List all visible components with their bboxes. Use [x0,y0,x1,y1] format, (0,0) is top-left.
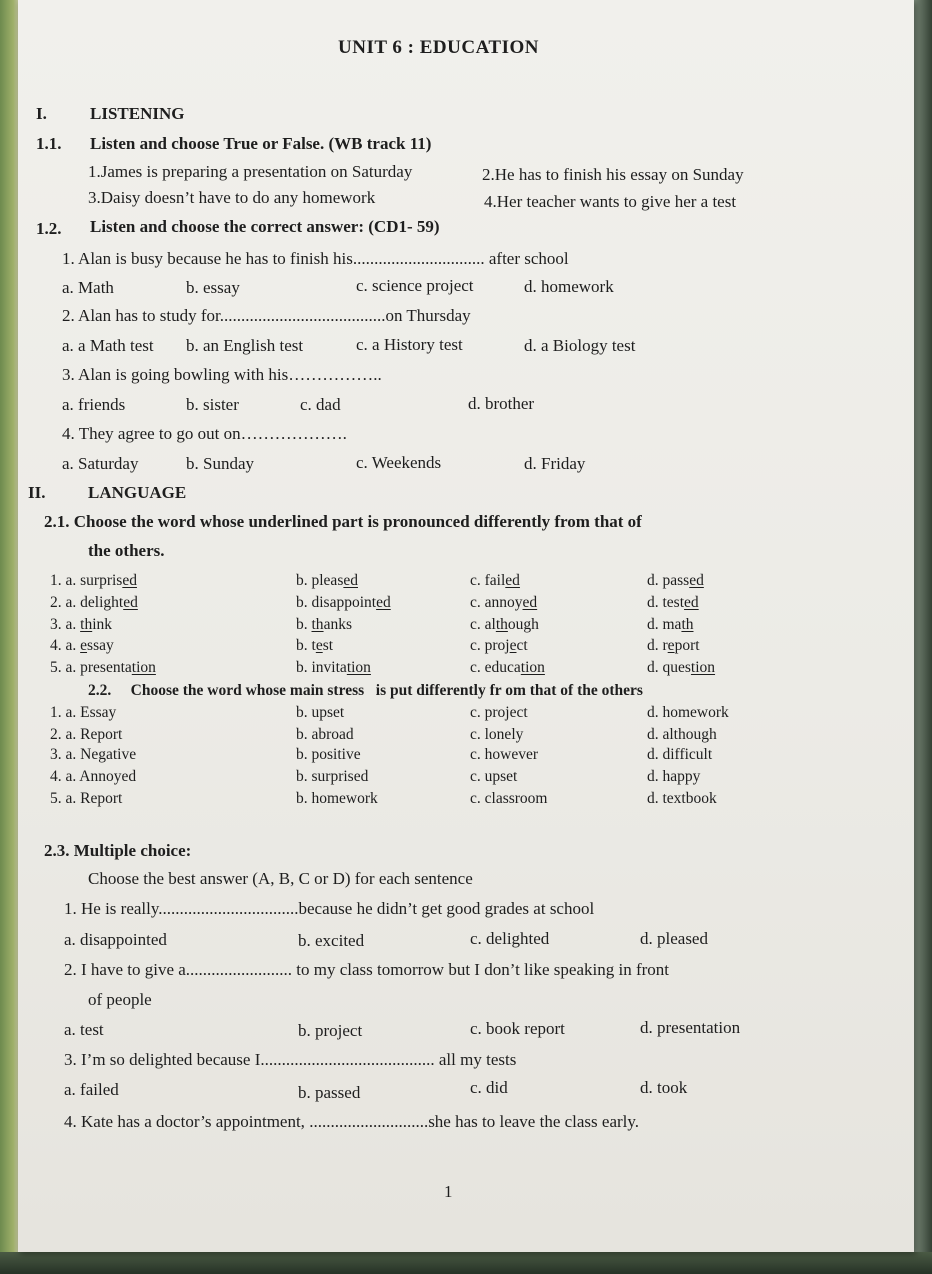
option: a. Saturday [62,454,139,473]
pron-option: 3. a. think [50,616,113,633]
stress-option: 4. a. Annoyed [50,768,137,785]
pron-option: b. pleased [296,572,358,589]
option: d. brother [468,394,535,413]
option: d. homework [524,277,614,296]
p23-heading: 2.3. Multiple choice: [44,841,192,860]
listen-question-1: 1. Alan is busy because he has to finish his............................... after school [62,249,569,268]
listen-question-3: 3. Alan is going bowling with his…………….. [62,365,382,384]
pron-option: 1. a. surprised [50,572,137,589]
stress-option: d. homework [647,704,729,721]
option: d. took [640,1078,688,1097]
stress-option: c. upset [470,768,518,785]
p11-instruction: Listen and choose True or False. (WB track 11) [90,134,432,153]
option: b. an English test [186,336,304,355]
pron-option: c. education [470,659,545,676]
pron-option: d. question [647,659,716,676]
tf-statement-3: 3.Daisy doesn’t have to do any homework [88,188,376,207]
stress-option: b. homework [296,790,378,807]
mc-question-2: 2. I have to give a......................... to my class tomorrow but I don’t like speaking in front [64,960,669,979]
section1-number: I. [36,104,47,123]
stress-option: 5. a. Report [50,790,123,807]
pron-option: d. math [647,616,694,633]
option: d. pleased [640,929,708,948]
pron-option: d. report [647,637,700,654]
pron-option: d. tested [647,594,699,611]
option: b. Sunday [186,454,254,473]
stress-option: d. happy [647,768,701,785]
stress-option: 2. a. Report [50,726,123,743]
option: a. Math [62,278,114,297]
p12-number: 1.2. [36,219,62,238]
option: b. sister [186,395,239,414]
stress-option: d. difficult [647,746,713,763]
option: a. failed [64,1080,119,1099]
option: c. dad [300,395,341,414]
p21-instruction: 2.1. Choose the word whose underlined part is pronounced differently from that of [44,512,642,531]
stress-option: c. lonely [470,726,524,743]
option: d. Friday [524,454,586,473]
option: b. essay [186,278,240,297]
section1-heading: LISTENING [90,104,185,123]
pron-option: c. project [470,637,528,654]
pron-option: b. test [296,637,334,654]
pron-option: 2. a. delighted [50,594,138,611]
option: b. project [298,1021,363,1040]
option: a. a Math test [62,336,154,355]
pron-option: c. annoyed [470,594,538,611]
option: c. Weekends [356,453,442,472]
option: b. excited [298,931,365,950]
worksheet-page [18,0,914,1252]
p11-number: 1.1. [36,134,62,153]
stress-option: d. textbook [647,790,717,807]
option: c. did [470,1078,508,1097]
p23-instruction: Choose the best answer (A, B, C or D) for each sentence [88,869,473,888]
pron-option: 5. a. presentation [50,659,156,676]
pron-option: c. failed [470,572,520,589]
option: b. passed [298,1083,361,1102]
pron-option: d. passed [647,572,704,589]
p21-instruction-cont: the others. [88,541,165,560]
page-title: UNIT 6 : EDUCATION [338,37,539,58]
tf-statement-4: 4.Her teacher wants to give her a test [484,192,737,211]
mc-question-1: 1. He is really.................................because he didn’t get good grades at school [64,899,595,918]
option: c. delighted [470,929,550,948]
pron-option: b. invitation [296,659,371,676]
stress-option: c. however [470,746,538,763]
p22-instruction: 2.2. Choose the word whose main stress is put differently fr om that of the others [88,682,643,699]
pron-option: c. although [470,616,539,633]
mc-question-3: 3. I’m so delighted because I......................................... all my tests [64,1050,517,1069]
listen-question-4: 4. They agree to go out on………………. [62,424,347,443]
page-number: 1 [444,1182,453,1201]
stress-option: c. project [470,704,528,721]
stress-option: c. classroom [470,790,548,807]
mc-question-4: 4. Kate has a doctor’s appointment, ............................she has to leave the class early. [64,1112,640,1131]
option: a. friends [62,395,126,414]
stress-option: 3. a. Negative [50,746,137,763]
option: d. presentation [640,1018,741,1037]
pron-option: b. disappointed [296,594,391,611]
tf-statement-2: 2.He has to finish his essay on Sunday [482,165,744,184]
p12-instruction: Listen and choose the correct answer: (CD1- 59) [90,217,440,236]
pron-option: b. thanks [296,616,352,633]
stress-option: b. upset [296,704,345,721]
stress-option: d. although [647,726,717,743]
table-edge-right [914,0,932,1274]
tf-statement-1: 1.James is preparing a presentation on Saturday [88,162,413,181]
listen-question-2: 2. Alan has to study for.......................................on Thursday [62,306,471,325]
option: c. book report [470,1019,565,1038]
option: a. test [64,1020,104,1039]
pron-option: 4. a. essay [50,637,114,654]
stress-option: b. abroad [296,726,354,743]
section2-number: II. [28,483,46,502]
table-edge-bottom [0,1252,932,1274]
mc-question-2-cont: of people [88,990,152,1009]
stress-option: b. surprised [296,768,369,785]
option: a. disappointed [64,930,167,949]
option: c. a History test [356,335,463,354]
option: c. science project [356,276,474,295]
section2-heading: LANGUAGE [88,483,187,502]
stress-option: b. positive [296,746,361,763]
option: d. a Biology test [524,336,636,355]
stress-option: 1. a. Essay [50,704,117,721]
